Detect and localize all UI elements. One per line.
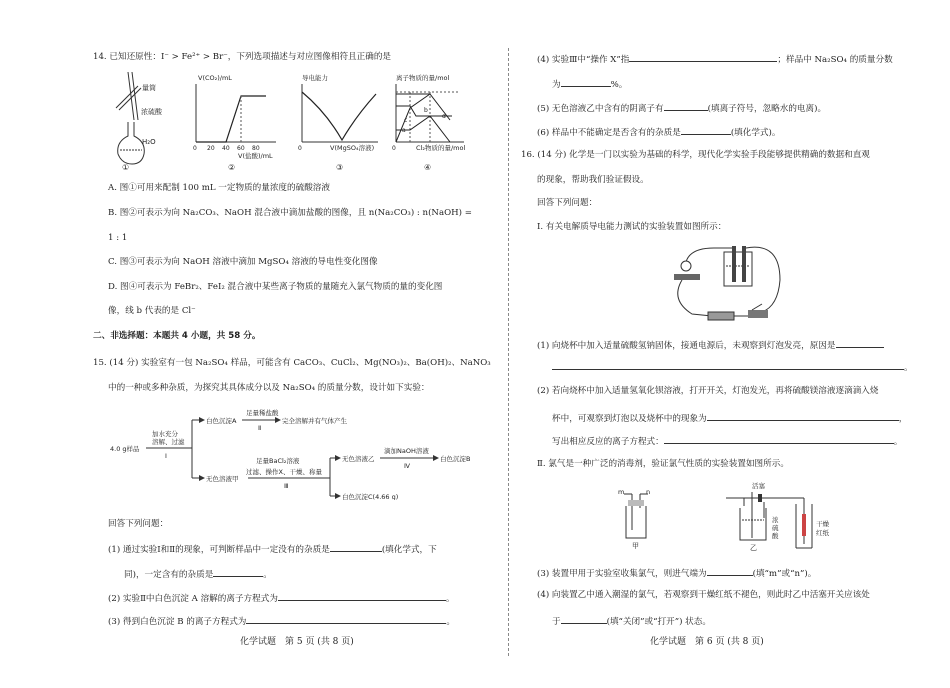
q14-option-d-line1: D. 图④可表示为 FeBr₂、FeI₂ 混合液中某些离子物质的量随充入氯气物质的量的变化图	[108, 282, 443, 292]
fig4-line-b: b	[424, 107, 428, 114]
yi-label-acid-2: 硫	[772, 524, 779, 532]
q15-p4-blank2[interactable]	[561, 77, 611, 87]
yi-label-acid-1: 浓	[772, 516, 779, 524]
fig1-number: ①	[122, 163, 130, 172]
q15-p2-blank[interactable]	[278, 591, 446, 601]
q16-stem-line1: 16. (14 分) 化学是一门以实验为基础的科学，现代化学实验手段能够提供精确的数据和直观	[521, 150, 870, 160]
q15-stem-line2: 中的一种或多种杂质，为探究其具体成分以及 Na₂SO₄ 的质量分数，设计如下实验：	[108, 383, 430, 393]
fig1-label-cylinder: 量筒	[142, 84, 156, 92]
q15-p1-blank1[interactable]	[330, 542, 382, 552]
fig4-line-a: a	[402, 127, 406, 134]
flow-dissolve: 完全溶解并有气体产生	[282, 417, 347, 425]
q16-part1-q2-line3: 写出相应反应的离子方程式： 。	[552, 434, 902, 448]
fig3-origin: 0	[298, 145, 302, 152]
flow-precipitate-a: 白色沉淀A	[206, 417, 237, 425]
flow-precipitate-c: 白色沉淀C(4.66 g)	[342, 493, 399, 500]
q15-part1-line1: (1) 通过实验Ⅰ和Ⅱ的现象，可判断样品中一定没有的杂质是 (填化学式，下	[108, 542, 437, 556]
fig2-y-label: V(CO₂)/mL	[198, 74, 232, 82]
flow-roman-3: Ⅲ	[284, 482, 289, 490]
fig4-origin: 0	[392, 145, 396, 152]
fig3-y-label: 导电能力	[302, 74, 328, 82]
q16-part2-heading: Ⅱ. 氯气是一种广泛的消毒剂，验证氯气性质的实验装置如图所示。	[537, 459, 789, 469]
jia-label: 甲	[632, 542, 639, 550]
fig4-y-label: 离子物质的量/mol	[396, 74, 450, 82]
q16-p2-blank2[interactable]	[664, 434, 894, 444]
q16-p2-blank1[interactable]	[707, 411, 899, 421]
fig3-number: ③	[336, 163, 344, 172]
q16-part2-q4-line2: 于 (填“关闭”或“打开”) 状态。	[552, 614, 711, 628]
fig4-line-d: d	[442, 113, 446, 120]
q15-part4-line2: 为 %。	[552, 77, 627, 91]
q14-option-d-line2: 像，线 b 代表的是 Cl⁻	[108, 306, 196, 316]
flow-roman-4: Ⅳ	[404, 462, 410, 470]
yi-label-paper: 红纸	[816, 529, 829, 537]
flow-roman-2: Ⅱ	[258, 424, 262, 432]
jia-label-n: n	[646, 488, 651, 496]
fig4-line-c: c	[404, 117, 408, 124]
q16-part2-q3: (3) 装置甲用于实验室收集氯气，则进气端为 (填“m”或“n”)。	[537, 566, 816, 580]
flow-step1-b: 溶解、过滤	[152, 438, 185, 446]
q15-part6: (6) 样品中不能确定是否含有的杂质是 (填化学式)。	[537, 125, 781, 139]
fig4-x-label: Cl₂物质的量/mol	[416, 144, 466, 152]
q14-option-c: C. 图③可表示为向 NaOH 溶液中滴加 MgSO₄ 溶液的导电性变化图像	[108, 257, 378, 267]
q15-p1-blank2[interactable]	[213, 567, 263, 577]
yi-label-tap: 活塞	[752, 482, 765, 490]
fig1-label-water: H₂O	[142, 138, 156, 146]
fig4-number: ④	[424, 163, 432, 172]
q15-flowchart	[108, 400, 498, 500]
jia-label-m: m	[618, 488, 625, 496]
q16-part1-q1-line2: 。	[552, 360, 913, 374]
q14-figure-4	[390, 72, 470, 172]
q15-answer-prompt: 回答下列问题：	[108, 519, 169, 529]
q16-apparatus-yi	[726, 478, 836, 552]
q15-p4-blank1[interactable]	[629, 52, 777, 62]
q15-part2: (2) 实验Ⅱ中白色沉淀 A 溶解的离子方程式为 。	[108, 591, 455, 605]
q16-p1-blank1[interactable]	[836, 338, 884, 348]
q16-circuit-figure	[662, 240, 792, 326]
flow-step1-a: 加水充分	[152, 430, 178, 438]
flow-precipitate-b: 白色沉淀B	[440, 455, 471, 463]
fig2-x-label: V(盐酸)/mL	[238, 152, 273, 160]
q15-p3-blank[interactable]	[246, 614, 446, 624]
q14-stem: 14. 已知还原性：I⁻ > Fe²⁺ > Br⁻，下列选项描述与对应图像相符且正确的是	[93, 52, 392, 62]
fig2-number: ②	[228, 163, 236, 172]
q16-p4-blank[interactable]	[561, 614, 607, 624]
right-footer: 化学试题 第 6 页 (共 8 页)	[650, 637, 764, 647]
yi-label: 乙	[750, 544, 757, 552]
flow-sample: 4.0 g样品	[110, 445, 140, 453]
flow-step3-b: 过滤、操作X、干燥、称量	[246, 468, 322, 476]
q16-p3-blank[interactable]	[707, 566, 753, 576]
q14-figure-3	[296, 72, 386, 172]
q15-p5-blank[interactable]	[664, 101, 708, 111]
q15-part3: (3) 得到白色沉淀 B 的离子方程式为 。	[108, 614, 455, 628]
q15-stem-line1: 15. (14 分) 实验室有一包 Na₂SO₄ 样品，可能含有 CaCO₃、CuCl₂、Mg(NO₃)₂、Ba(OH)₂、NaNO₃	[93, 358, 491, 368]
q14-option-b-line2: 1 : 1	[108, 233, 128, 243]
fig2-tick-60: 60	[237, 145, 245, 152]
q14-figure-2	[186, 72, 286, 172]
fig2-tick-20: 20	[207, 145, 215, 152]
q16-apparatus-jia	[614, 486, 658, 552]
fig3-x-label: V(MgSO₄溶液)	[330, 144, 375, 152]
flow-step3-a: 足量BaCl₂溶液	[256, 457, 300, 465]
flow-step2: 足量稀盐酸	[246, 409, 279, 417]
q15-part1-line2: 同)，一定含有的杂质是 。	[124, 567, 272, 581]
section-2-heading: 二、非选择题：本题共 4 小题，共 58 分。	[93, 331, 261, 341]
fig2-tick-80: 80	[252, 145, 260, 152]
page-divider	[508, 48, 509, 656]
q14-option-a: A. 图①可用来配制 100 mL 一定物质的量浓度的硫酸溶液	[108, 183, 330, 193]
q16-part1-heading: Ⅰ. 有关电解质导电能力测试的实验装置如图所示：	[537, 222, 727, 232]
fig1-label-acid: 浓硫酸	[141, 108, 162, 116]
flow-solution-a: 无色溶液甲	[206, 475, 239, 483]
fig2-tick-40: 40	[222, 145, 230, 152]
q14-option-b-line1: B. 图②可表示为向 Na₂CO₃、NaOH 混合液中滴加盐酸的图像，且 n(Na₂CO₃) : n(NaOH) =	[108, 208, 472, 218]
q16-part1-q1: (1) 向烧杯中加入适量硫酸氢钠固体，接通电源后，未观察到灯泡发亮，原因是	[537, 338, 884, 352]
q15-part4-line1: (4) 实验Ⅲ中“操作 X”指 ；样品中 Na₂SO₄ 的质量分数	[537, 52, 893, 66]
q16-p1-blank2[interactable]	[552, 360, 904, 370]
q16-part1-q2-line1: (2) 若向烧杯中加入适量氢氧化钡溶液，打开开关，灯泡发光，再将硫酸镁溶液逐滴滴入烧	[537, 386, 879, 396]
q16-part1-q2-line2: 杯中，可观察到灯泡以及烧杯中的现象为 ，	[552, 411, 907, 425]
flow-step4: 滴加NaOH溶液	[384, 447, 429, 455]
q16-answer-prompt: 回答下列问题：	[537, 198, 598, 208]
flow-roman-1: Ⅰ	[165, 452, 167, 460]
left-footer: 化学试题 第 5 页 (共 8 页)	[240, 637, 354, 647]
q15-p6-blank[interactable]	[681, 125, 731, 135]
flow-solution-b: 无色溶液乙	[342, 455, 375, 463]
q15-part5: (5) 无色溶液乙中含有的阴离子有 (填离子符号，忽略水的电离)。	[537, 101, 826, 115]
q16-part2-q4-line1: (4) 向装置乙中通入潮湿的氯气，若观察到干燥红纸不褪色，则此时乙中活塞开关应该处	[537, 590, 870, 600]
svg-text:0: 0	[193, 145, 197, 152]
yi-label-acid-3: 酸	[772, 532, 779, 540]
q16-stem-line2: 的现象，帮助我们验证假设。	[537, 175, 649, 185]
yi-label-dry: 干燥	[816, 520, 829, 528]
q14-figure-1	[108, 68, 168, 172]
